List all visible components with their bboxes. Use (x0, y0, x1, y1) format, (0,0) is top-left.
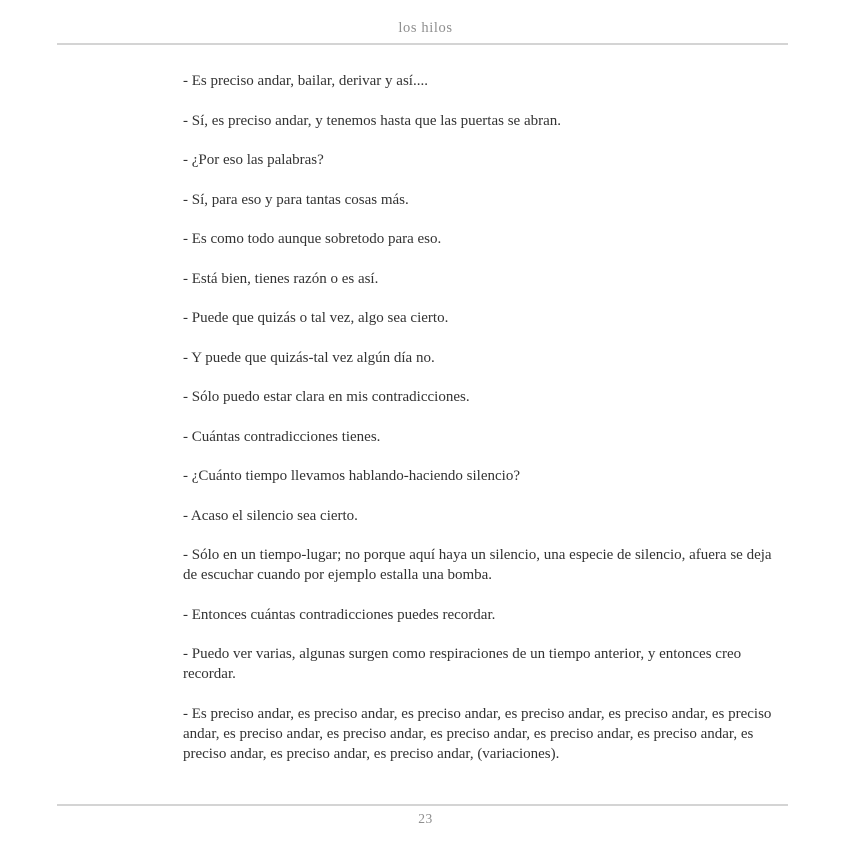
dialogue-paragraph: - Acaso el silencio sea cierto. (183, 507, 358, 524)
dialogue-paragraph: - Es preciso andar, bailar, derivar y así.... (183, 73, 428, 89)
running-header-title: los hilos (398, 20, 453, 36)
dialogue-paragraph: - Sí, es preciso andar, y tenemos hasta que las puertas se abran. (183, 112, 562, 129)
dialogue-paragraph: - Es preciso andar, es preciso andar, es preciso andar, es preciso andar, es preciso andar, es preciso andar, es preciso andar, es preciso andar, es preciso andar, es preciso andar, es preciso andar, es preciso andar, es preciso andar, es preciso andar, (variaciones). (183, 705, 772, 762)
dialogue-paragraph: - Está bien, tienes razón o es así. (183, 270, 379, 287)
dialogue-paragraph: - Sólo puedo estar clara en mis contradicciones. (183, 389, 470, 405)
dialogue-paragraph: - Puedo ver varias, algunas surgen como respiraciones de un tiempo anterior, y entonces creo recordar. (183, 646, 742, 682)
dialogue-paragraph: - Entonces cuántas contradicciones puedes recordar. (183, 606, 496, 623)
page-number: 23 (418, 811, 433, 826)
dialogue-paragraph: - Sí, para eso y para tantas cosas más. (183, 191, 409, 208)
page-content (183, 71, 777, 783)
dialogue-paragraph: - Es como todo aunque sobretodo para eso. (183, 231, 442, 247)
dialogue-paragraph: - ¿Por eso las palabras? (183, 152, 324, 168)
dialogue-paragraph: - ¿Cuánto tiempo llevamos hablando-haciendo silencio? (183, 468, 520, 484)
footer-rule (57, 804, 788, 806)
dialogue-paragraph: - Sólo en un tiempo-lugar; no porque aquí haya un silencio, una especie de silencio, afuera se deja de escuchar cuando por ejemplo estalla una bomba. (183, 547, 772, 583)
dialogue-paragraph: - Puede que quizás o tal vez, algo sea cierto. (183, 310, 449, 326)
header-rule (57, 43, 788, 45)
dialogue-paragraph: - Cuántas contradicciones tienes. (183, 428, 381, 445)
dialogue-paragraph: - Y puede que quizás-tal vez algún día no. (183, 349, 435, 366)
